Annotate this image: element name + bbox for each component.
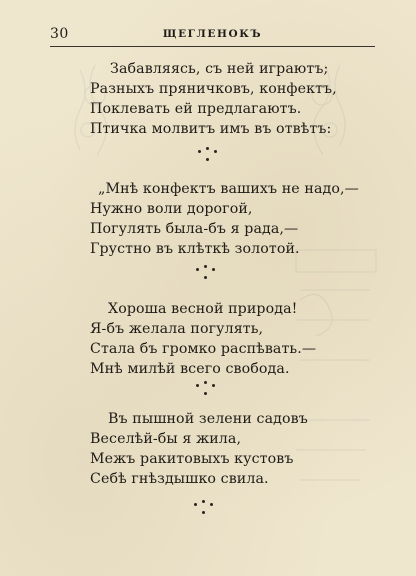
verse-line: Погулять была-бъ я рада,—: [90, 221, 299, 237]
verse-line: Разныхъ пряничковъ, конфектъ,: [90, 81, 337, 97]
verse-line: Хороша весной природа!: [108, 301, 298, 317]
page-number: 30: [50, 26, 69, 42]
stanza-divider-ornament: [198, 147, 218, 165]
verse-line: Поклевать ей предлагаютъ.: [90, 101, 302, 117]
stanza-4: [90, 409, 380, 489]
verse-line: Нужно воли дорогой,: [90, 201, 253, 217]
stanza-divider-ornament: [196, 381, 216, 399]
verse-line: Межъ ракитовыхъ кустовъ: [90, 451, 294, 467]
verse-line: Въ пышной зелени садовъ: [108, 411, 308, 427]
verse-line: Грустно въ клѣткѣ золотой.: [90, 241, 300, 257]
verse-line: Птичка молвитъ имъ въ отвѣтъ:: [90, 121, 332, 137]
page-header: [50, 24, 375, 46]
stanza-divider-ornament: [196, 265, 216, 283]
verse-line: Себѣ гнѣздышко свила.: [90, 471, 269, 487]
header-rule: [50, 46, 375, 47]
stanza-2: [90, 179, 380, 259]
verse-line: „Мнѣ конфектъ вашихъ не надо,—: [98, 181, 359, 197]
stanza-1: [90, 59, 380, 139]
running-title: ЩЕГЛЕНОКЪ: [162, 28, 263, 40]
verse-line: Мнѣ милѣй всего свобода.: [90, 361, 290, 377]
verse-line: Забавляясь, съ ней играютъ;: [110, 61, 329, 77]
verse-line: Я-бъ желала погулять,: [90, 321, 264, 337]
stanza-3: [90, 299, 380, 379]
verse-line: Стала бъ громко распѣвать.—: [90, 341, 317, 357]
end-ornament: [194, 500, 214, 518]
verse-line: Веселѣй-бы я жила,: [90, 431, 242, 447]
